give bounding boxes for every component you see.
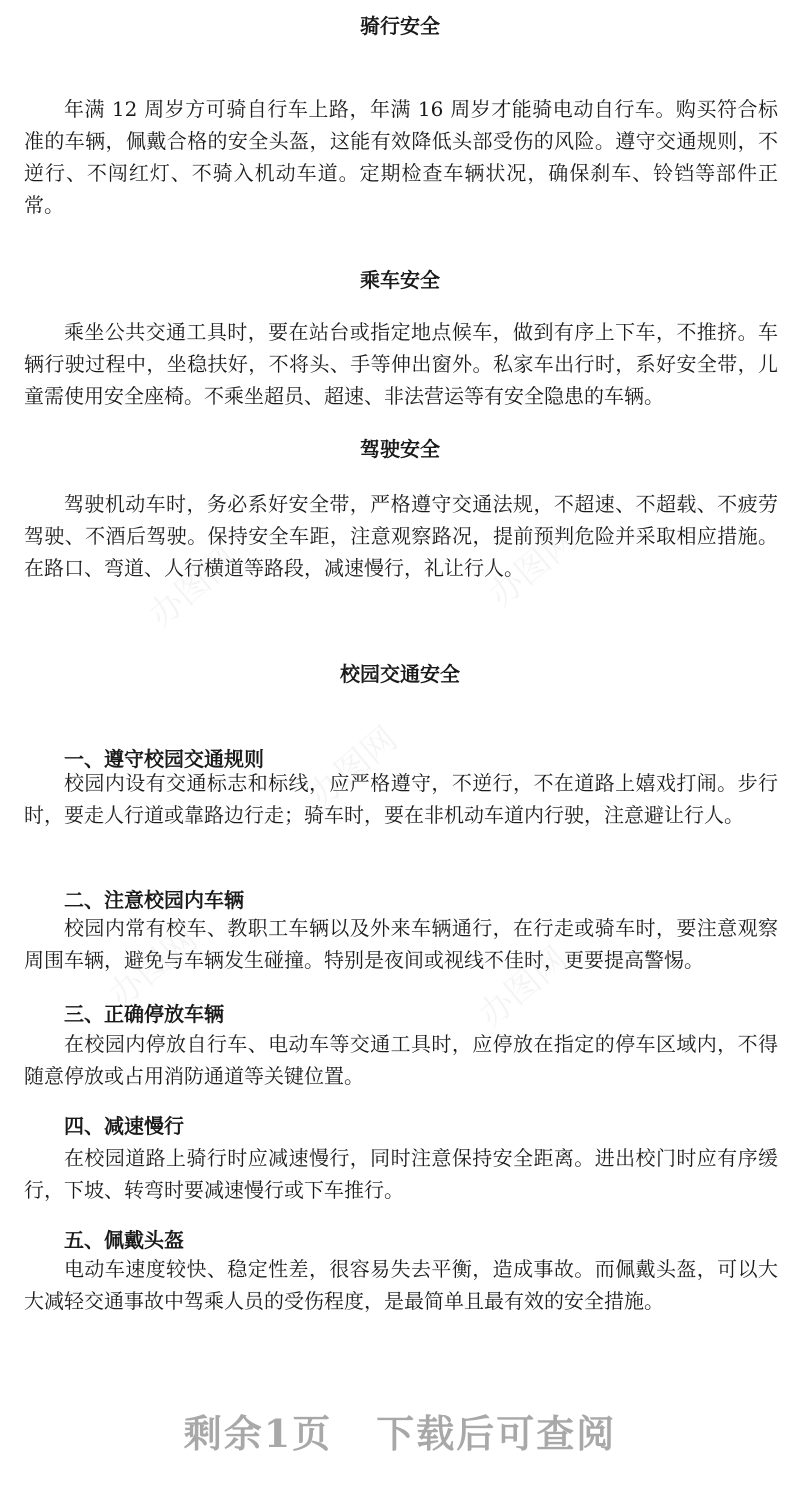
section-body-riding: 乘坐公共交通工具时，要在站台或指定地点候车，做到有序上下车，不推挤。车辆行驶过程中，坐稳扶好，不将头、手等伸出窗外。私家车出行时，系好安全带，儿童需使用安全座椅。不乘坐超员、超速、非法营运等有安全隐患的车辆。 (24, 320, 778, 408)
section-title-driving: 驾驶安全 (360, 437, 440, 461)
download-prompt[interactable] (0, 1403, 800, 1458)
section-title-riding: 乘车安全 (360, 268, 440, 292)
section-body-driving: 驾驶机动车时，务必系好安全带，严格遵守交通法规，不超速、不超载、不疲劳驾驶、不酒后驾驶。保持安全车距，注意观察路况，提前预判危险并采取相应措施。在路口、弯道、人行横道等路段，减速慢行，礼让行人。 (24, 492, 778, 580)
section-title-campus: 校园交通安全 (340, 662, 460, 686)
campus-item-heading: 三、正确停放车辆 (64, 1002, 224, 1026)
section-body-cycling: 年满 12 周岁方可骑自行车上路，年满 16 周岁才能骑电动自行车。购买符合标准的车辆，佩戴合格的安全头盔，这能有效降低头部受伤的风险。遵守交通规则，不逆行、不闯红灯、不骑入机动车道。定期检查车辆状况，确保刹车、铃铛等部件正常。 (24, 97, 778, 217)
campus-item-body: 在校园内停放自行车、电动车等交通工具时，应停放在指定的停车区域内，不得随意停放或占用消防通道等关键位置。 (24, 1032, 778, 1088)
campus-item-body: 在校园道路上骑行时应减速慢行，同时注意保持安全距离。进出校门时应有序缓行，下坡、转弯时要减速慢行或下车推行。 (24, 1146, 778, 1202)
section-title-cycling: 骑行安全 (360, 14, 440, 38)
campus-item-heading: 一、遵守校园交通规则 (64, 747, 264, 771)
download-to-view-label: 下载后可查阅 (376, 1411, 617, 1456)
campus-item-heading: 四、减速慢行 (64, 1114, 184, 1138)
remaining-pages-label: 剩余1页 (183, 1411, 333, 1456)
campus-item-heading: 二、注意校园内车辆 (64, 888, 244, 912)
campus-item-body: 校园内设有交通标志和标线，应严格遵守，不逆行，不在道路上嬉戏打闹。步行时，要走人行道或靠路边行走；骑车时，要在非机动车道内行驶，注意避让行人。 (24, 771, 778, 827)
campus-item-heading: 五、佩戴头盔 (64, 1228, 184, 1252)
campus-item-body: 电动车速度较快、稳定性差，很容易失去平衡，造成事故。而佩戴头盔，可以大大减轻交通事故中驾乘人员的受伤程度，是最简单且最有效的安全措施。 (24, 1257, 778, 1313)
campus-item-body: 校园内常有校车、教职工车辆以及外来车辆通行，在行走或骑车时，要注意观察周围车辆，避免与车辆发生碰撞。特别是夜间或视线不佳时，更要提高警惕。 (24, 916, 778, 972)
